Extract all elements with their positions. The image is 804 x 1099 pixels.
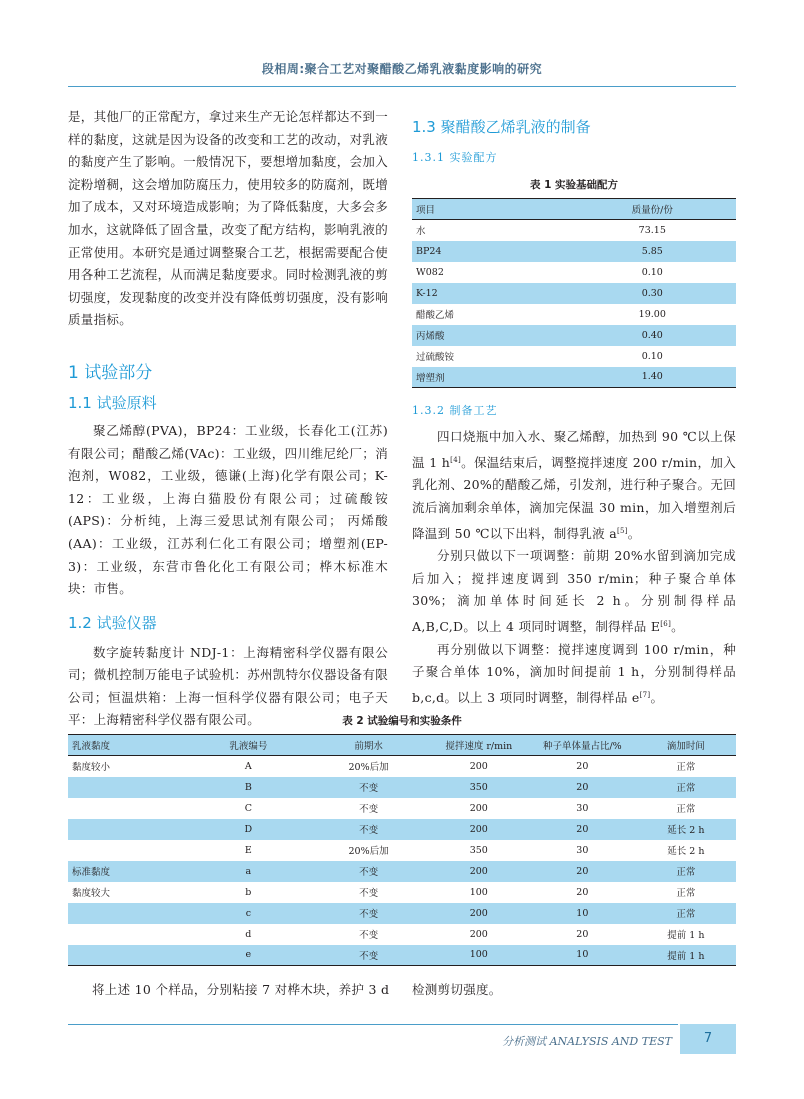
table2-cell: 200: [469, 760, 488, 772]
process-paragraph-2: [412, 545, 736, 639]
table-row: [68, 882, 736, 903]
table1-caption: 表 1 实验基础配方: [529, 179, 619, 191]
table-row: [68, 945, 736, 966]
table-row: [68, 840, 736, 861]
citation-ref: [6]: [660, 620, 672, 629]
table-row: [412, 367, 736, 388]
table2-block: [68, 713, 736, 966]
table-row: [68, 756, 736, 777]
table2-cell: C: [244, 802, 252, 814]
citation-ref: [5]: [616, 526, 628, 535]
table2-cell: 20: [576, 781, 589, 793]
table2-cell: 200: [469, 928, 488, 940]
table2-cell: [68, 924, 188, 945]
table2-cell: 正常: [676, 888, 696, 899]
table2-cell: D: [244, 823, 253, 835]
table2-cell: 200: [469, 865, 488, 877]
process-p1-text-a: 四口烧瓶中加入水、聚乙烯醇，加热到 90 ℃以上保温 1 h: [412, 429, 736, 470]
table2-cell: 350: [469, 781, 488, 793]
process-p1-text-c: 。: [627, 525, 641, 541]
table-row: [68, 777, 736, 798]
table2-caption: 表 2 试验编号和实验条件: [342, 715, 462, 727]
citation-ref: [7]: [639, 691, 651, 699]
table-row: [68, 861, 736, 882]
section-1-heading: 1 试验部分: [68, 362, 153, 383]
table2-cell: 20: [576, 886, 589, 898]
section-1-2-heading: 1.2 试验仪器: [68, 613, 157, 632]
table2-cell: 20%后加: [348, 846, 389, 857]
citation-ref: [4]: [450, 455, 461, 464]
table2-cell: [68, 798, 188, 819]
right-column: [412, 106, 736, 710]
table2-cell: b: [245, 886, 252, 898]
table2-cell: 延长 2 h: [667, 846, 705, 857]
table2-header: 搅拌速度 r/min: [445, 741, 513, 752]
table1-cell: 19.00: [638, 308, 666, 320]
table1-cell: 过硫酸铵: [416, 352, 455, 363]
materials-paragraph: 聚乙烯醇(PVA)，BP24：工业级，长春化工(江苏)有限公司；醋酸乙烯(VAc)：工业级，四川维尼纶厂；消泡剂，W082，工业级，德谦(上海)化学有限公司；K-12：工业级，上海白猫股份有限公司；过硫酸铵(APS)：分析纯，上海三爱思试剂有限公司； 丙烯酸(AA)：工业级，江苏利仁化工有限公司；增塑剂(EP-3)：工业级，东营市鲁化化工有限公司；桦木标准木块：市售。: [68, 422, 388, 597]
table2-cell: a: [245, 865, 252, 877]
table2-cell: E: [244, 844, 252, 856]
table2-cell: 正常: [676, 783, 696, 794]
table2-cell: [68, 777, 188, 798]
table2-header: 前期水: [354, 741, 383, 752]
table1-cell: 1.40: [641, 371, 663, 383]
table1-cell: 水: [416, 226, 426, 238]
table1-header-row: [412, 199, 736, 220]
table2-conditions: [68, 734, 736, 966]
table-row: [412, 304, 736, 325]
table2-cell: 20: [576, 823, 589, 835]
table2-cell: [68, 903, 188, 924]
process-paragraph-3: [412, 639, 736, 710]
table1-cell: 5.85: [641, 245, 663, 257]
instruments-paragraph: 数字旋转黏度计 NDJ-1：上海精密科学仪器有限公司；微机控制万能电子试验机：苏州凯特尔仪器设备有限公司；恒温烘箱：上海一恒科学仪器有限公司；电子天平：上海精密科学仪器有限公司。: [68, 644, 389, 728]
footer-divider: [68, 1024, 678, 1025]
left-column: [68, 106, 388, 732]
table2-cell: 10: [576, 949, 589, 961]
table1-cell: W082: [416, 266, 444, 278]
table2-cell: 延长 2 h: [667, 825, 705, 836]
table2-cell: A: [244, 760, 252, 772]
table1-cell: 73.15: [638, 224, 666, 236]
table1-cell: 丙烯酸: [416, 331, 445, 342]
table1-cell: 0.30: [641, 287, 663, 299]
table2-cell: 提前 1 h: [667, 930, 705, 941]
process-p3-text-c: 。: [650, 690, 664, 706]
intro-paragraph: 是，其他厂的正常配方，拿过来生产无论怎样都达不到一样的黏度，这就是因为设备的改变和工艺的改动，对乳液的黏度产生了影响。一般情况下，要想增加黏度，会加入淀粉增稠，这会增加防腐压力，使用较多的防腐剂，既增加了成本，又对环境造成影响；为了降低黏度，大多会多加水，这就降低了固含量，改变了配方结构，影响乳液的正常使用。本研究是通过调整聚合工艺，根据需要配合使用各种工艺流程，从而满足黏度要求。同时检测乳液的剪切强度，发现黏度的改变并没有降低剪切强度，没有影响质量指标。: [68, 109, 389, 328]
table2-cell: d: [245, 928, 252, 940]
table2-cell: [68, 945, 188, 966]
table-row: [68, 924, 736, 945]
table1-cell: 增塑剂: [416, 372, 445, 384]
table-row: [412, 283, 736, 304]
process-paragraph-1: [412, 426, 736, 545]
table2-cell: c: [245, 907, 252, 919]
table2-cell: 正常: [676, 804, 696, 815]
table1-cell: 0.10: [641, 266, 663, 278]
table2-cell: 30: [576, 844, 589, 856]
table2-cell: 提前 1 h: [667, 950, 705, 962]
table2-cell: 不变: [359, 867, 379, 878]
table-row: [412, 325, 736, 346]
journal-name: 分析测试 ANALYSIS AND TEST: [502, 1035, 672, 1048]
table2-header: 乳液黏度: [72, 741, 111, 752]
table2-cell: 30: [576, 802, 589, 814]
table2-cell: B: [244, 781, 252, 793]
table2-cell: e: [245, 949, 252, 961]
bottom-right-text: 检测剪切强度。: [412, 982, 502, 997]
table2-cell: 200: [469, 823, 488, 835]
table2-header: 乳液编号: [229, 741, 268, 752]
table2-cell: 不变: [359, 804, 379, 815]
table-row: [412, 241, 736, 262]
table2-cell: 黏度较大: [72, 888, 111, 899]
table2-cell: 200: [469, 802, 488, 814]
table1-header-item: 项目: [416, 205, 436, 216]
table2-cell: 20: [576, 928, 589, 940]
table1-cell: 醋酸乙烯: [416, 310, 455, 321]
table1-header-parts: 质量份/份: [631, 205, 673, 216]
table-row: [68, 798, 736, 819]
table2-cell: 不变: [359, 950, 379, 962]
table-row: [412, 346, 736, 367]
table2-cell: [68, 819, 188, 840]
table2-cell: 不变: [359, 909, 379, 920]
table2-cell: 标准黏度: [72, 867, 111, 878]
table-row: [412, 262, 736, 283]
process-p1-text-b: 。保温结束后，调整搅拌速度 200 r/min，加入乳化剂、20%的醋酸乙烯，引发剂，进行种子聚合。无回流后滴加剩余单体，滴加完保温 30 min，加入增塑剂后降温到 50 ℃以下出料，制得乳液 a: [412, 454, 737, 541]
section-1-3-1-heading: 1.3.1 实验配方: [412, 151, 498, 164]
table2-cell: 正常: [676, 867, 696, 878]
section-1-1-heading: 1.1 试验原料: [68, 393, 157, 412]
table1-cell: BP24: [416, 245, 442, 257]
table2-cell: 20: [576, 760, 589, 772]
table2-header: 种子单体量占比/%: [542, 741, 622, 752]
table1-cell: 0.10: [641, 350, 663, 362]
table2-cell: 不变: [359, 930, 379, 941]
table2-cell: 不变: [359, 783, 379, 794]
table2-cell: [68, 840, 188, 861]
table-row: [68, 903, 736, 924]
table2-cell: 200: [469, 907, 488, 919]
table-row: [412, 220, 736, 241]
section-1-3-2-heading: 1.3.2 制备工艺: [412, 404, 498, 417]
table2-cell: 正常: [676, 909, 696, 920]
table2-cell: 10: [576, 907, 589, 919]
table1-cell: K-12: [416, 287, 438, 299]
table2-cell: 350: [469, 844, 488, 856]
page-number: 7: [680, 1024, 736, 1054]
table2-cell: 黏度较小: [72, 762, 111, 774]
table2-cell: 不变: [359, 825, 379, 836]
table2-cell: 不变: [359, 888, 379, 899]
bottom-left-text: 将上述 10 个样品，分别粘接 7 对桦木块，养护 3 d: [92, 982, 390, 997]
table2-header: 滴加时间: [666, 741, 705, 752]
table-row: [68, 819, 736, 840]
table2-cell: 20%后加: [348, 762, 389, 774]
table2-cell: 100: [469, 886, 488, 898]
table2-cell: 20: [576, 865, 589, 877]
table2-header-row: [68, 735, 736, 756]
section-1-3-heading: 1.3 聚醋酸乙烯乳液的制备: [412, 118, 591, 136]
process-p2-text-c: 。: [671, 619, 684, 635]
process-p2-text-a: 分别只做以下一项调整：前期 20%水留到滴加完成后加入；搅拌速度调到 350 r/min；种子聚合单体 30%；滴加单体时间延长 2 h。分别制得样品 A,B,C,D。以上 4 项同时调整，制得样品 E: [412, 548, 736, 635]
running-header: 段相周:聚合工艺对聚醋酸乙烯乳液黏度影响的研究: [261, 62, 543, 76]
table1-cell: 0.40: [641, 329, 663, 341]
header-divider: [68, 86, 736, 87]
table2-cell: 100: [469, 949, 488, 961]
process-p3-text-a: 再分别做以下调整：搅拌速度调到 100 r/min，种子聚合单体 10%，滴加时间提前 1 h，分别制得样品 b,c,d。以上 3 项同时调整，制得样品 e: [412, 641, 736, 706]
table1-formula: [412, 198, 736, 388]
table2-cell: 正常: [676, 762, 696, 774]
